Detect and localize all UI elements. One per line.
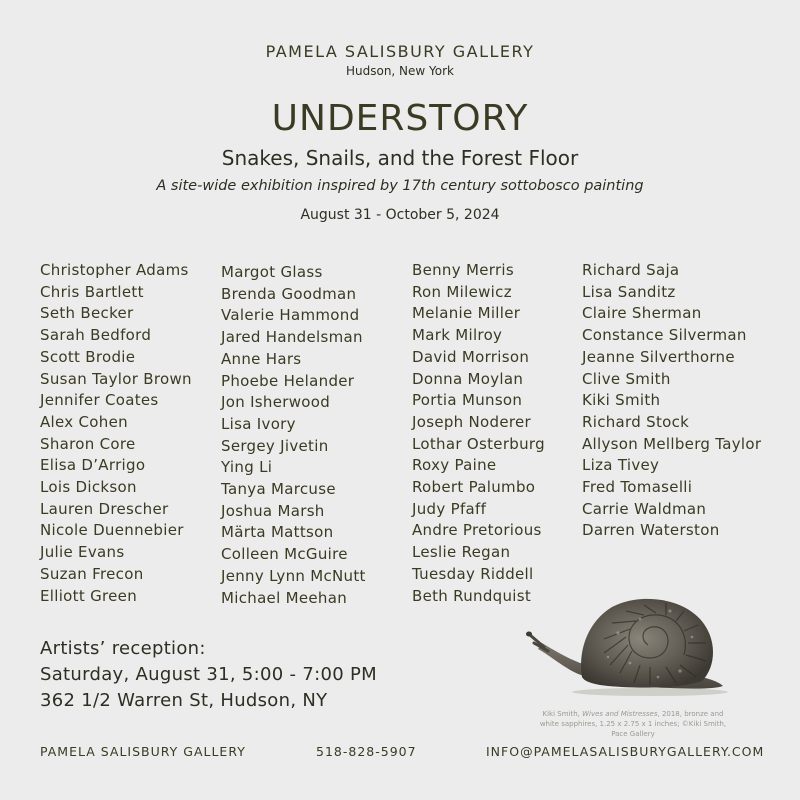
- artist-name: Susan Taylor Brown: [40, 369, 192, 388]
- artist-name: Allyson Mellberg Taylor: [582, 434, 762, 453]
- artist-name: Tanya Marcuse: [221, 480, 336, 499]
- artist-name: Elliott Green: [40, 586, 138, 605]
- artist-column-2: [221, 262, 366, 609]
- artist-name: Sharon Core: [40, 434, 136, 453]
- artist-name: Roxy Paine: [412, 456, 497, 475]
- artist-name: Jenny Lynn McNutt: [221, 566, 366, 585]
- artist-name: David Morrison: [412, 347, 530, 366]
- artist-name: Donna Moylan: [412, 369, 524, 388]
- artist-name: Phoebe Helander: [221, 371, 355, 390]
- artist-name: Benny Merris: [412, 261, 515, 279]
- artist-name: Constance Silverman: [582, 326, 747, 345]
- artist-name: Liza Tivey: [582, 456, 660, 475]
- artist-name: Ying Li: [221, 458, 273, 477]
- artist-column-1: [40, 260, 192, 607]
- artist-name: Scott Brodie: [40, 347, 136, 366]
- artist-name: Suzan Frecon: [40, 564, 144, 583]
- artist-name: Ron Milewicz: [412, 282, 512, 301]
- snail-sculpture-image: [520, 593, 730, 698]
- artist-column-4: [582, 260, 761, 542]
- footer-phone[interactable]: 518-828-5907: [316, 744, 417, 759]
- artist-name: Claire Sherman: [582, 304, 702, 323]
- artist-name: Darren Waterston: [582, 521, 720, 540]
- artist-name: Tuesday Riddell: [412, 564, 534, 583]
- artist-name: Jared Handelsman: [221, 328, 363, 347]
- artist-name: Chris Bartlett: [40, 282, 144, 301]
- artist-name: Julie Evans: [40, 543, 125, 562]
- artist-name: Portia Munson: [412, 391, 523, 410]
- artist-name: Kiki Smith: [582, 391, 661, 410]
- artist-name: Joseph Noderer: [412, 412, 532, 431]
- exhibition-tagline: A site-wide exhibition inspired by 17th century sottobosco painting: [156, 178, 644, 194]
- artist-name: Joshua Marsh: [221, 501, 325, 520]
- artist-name: Brenda Goodman: [221, 284, 357, 303]
- artist-name: Lauren Drescher: [40, 499, 169, 518]
- artist-name: Jennifer Coates: [40, 391, 159, 410]
- footer-email[interactable]: INFO@PAMELASALISBURYGALLERY.COM: [486, 744, 765, 759]
- footer-gallery-name: PAMELA SALISBURY GALLERY: [40, 744, 246, 759]
- reception-datetime: Saturday, August 31, 5:00 - 7:00 PM: [40, 664, 378, 685]
- artist-list: [40, 260, 780, 610]
- artist-name: Elisa D’Arrigo: [40, 456, 146, 475]
- artist-name: Andre Pretorious: [412, 521, 542, 540]
- artist-name: Colleen McGuire: [221, 545, 348, 564]
- reception-address: 362 1/2 Warren St, Hudson, NY: [40, 690, 328, 711]
- artist-name: Michael Meehan: [221, 588, 348, 607]
- artist-name: Lothar Osterburg: [412, 434, 545, 453]
- artist-name: Sergey Jivetin: [221, 436, 329, 455]
- artist-name: Nicole Duennebier: [40, 521, 184, 540]
- artist-name: Richard Saja: [582, 261, 680, 279]
- artist-name: Richard Stock: [582, 412, 690, 431]
- exhibition-subtitle: Snakes, Snails, and the Forest Floor: [221, 146, 579, 170]
- artist-name: Christopher Adams: [40, 261, 189, 279]
- artist-name: Lisa Sanditz: [582, 282, 676, 301]
- exhibition-dates: August 31 - October 5, 2024: [300, 207, 500, 223]
- artwork-caption: [533, 709, 733, 739]
- artist-name: Robert Palumbo: [412, 478, 536, 497]
- artist-name: Sarah Bedford: [40, 326, 152, 345]
- artist-column-3: [412, 260, 545, 607]
- artist-name: Carrie Waldman: [582, 499, 707, 518]
- artist-name: Alex Cohen: [40, 412, 128, 431]
- exhibition-title: UNDERSTORY: [271, 98, 529, 139]
- artist-name: Mark Milroy: [412, 326, 503, 345]
- caption-details: , 2018, bronze and white sapphires, 1.25 x 2.75 x 1 inches; ©Kiki Smith, Pace Gallery: [539, 710, 727, 738]
- artist-name: Melanie Miller: [412, 304, 521, 323]
- artist-name: Märta Mattson: [221, 523, 334, 542]
- caption-title: Wives and Mistresses: [582, 710, 658, 718]
- gallery-name: PAMELA SALISBURY GALLERY: [265, 42, 535, 61]
- artist-name: Seth Becker: [40, 304, 134, 323]
- artist-name: Beth Rundquist: [412, 586, 532, 605]
- gallery-location: Hudson, New York: [345, 64, 455, 78]
- artist-name: Clive Smith: [582, 369, 671, 388]
- artist-name: Anne Hars: [221, 349, 302, 368]
- artist-name: Jeanne Silverthorne: [582, 347, 735, 366]
- artist-name: Leslie Regan: [412, 543, 511, 562]
- artist-name: Lisa Ivory: [221, 414, 296, 433]
- artist-name: Jon Isherwood: [221, 393, 331, 412]
- artist-name: Judy Pfaff: [412, 499, 487, 518]
- reception-heading: Artists’ reception:: [40, 638, 206, 659]
- artist-name: Fred Tomaselli: [582, 478, 693, 497]
- caption-artist: Kiki Smith,: [542, 710, 583, 718]
- artist-name: Lois Dickson: [40, 478, 137, 497]
- artist-name: Valerie Hammond: [221, 306, 360, 325]
- reception-info: [40, 636, 377, 714]
- artist-name: Margot Glass: [221, 263, 323, 281]
